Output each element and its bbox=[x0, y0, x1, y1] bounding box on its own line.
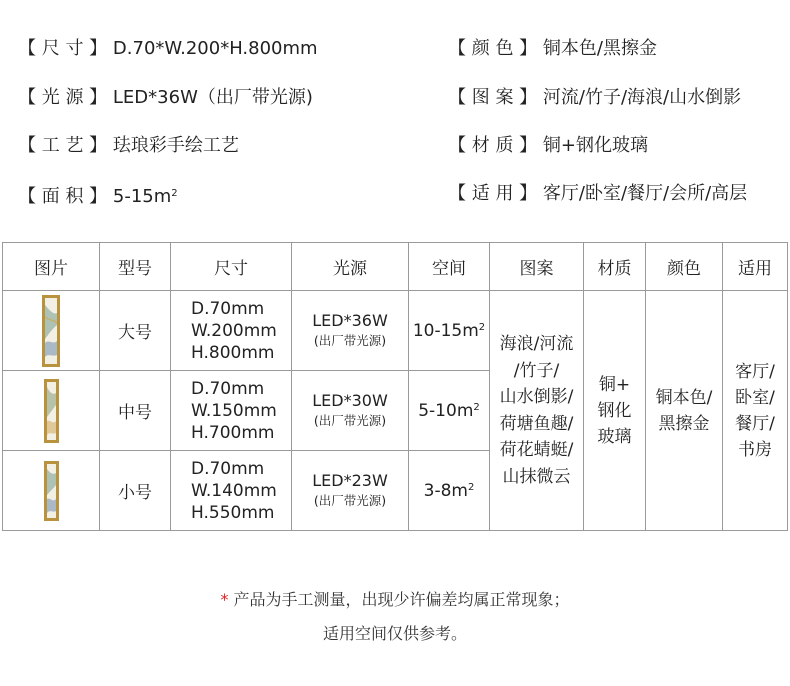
spec-label: 【 图 案 】 bbox=[448, 87, 538, 108]
light-value: LED*30W bbox=[312, 390, 388, 410]
spec-craft bbox=[18, 135, 239, 157]
pattern-cell bbox=[490, 291, 584, 531]
spec-label: 【 材 质 】 bbox=[448, 135, 538, 156]
lamp-image-large bbox=[42, 295, 60, 367]
pattern-line: /竹子/ bbox=[513, 360, 560, 381]
product-image-cell bbox=[3, 371, 100, 451]
spec-size bbox=[18, 38, 318, 60]
spec-usage bbox=[448, 183, 747, 205]
spec-value: LED*36W（出厂带光源) bbox=[112, 87, 313, 108]
usage-cell bbox=[723, 291, 788, 531]
spec-material bbox=[448, 135, 648, 157]
model-cell: 小号 bbox=[100, 451, 171, 531]
header-area: 空间 bbox=[409, 243, 490, 291]
footnote-line-1 bbox=[0, 587, 790, 610]
area-cell bbox=[409, 291, 490, 371]
spec-color bbox=[448, 38, 657, 60]
spec-value: 5-15m bbox=[112, 186, 172, 207]
asterisk: * bbox=[220, 590, 229, 609]
header-pattern: 图案 bbox=[490, 243, 584, 291]
spec-label: 【 适 用 】 bbox=[448, 183, 538, 204]
footnote-text-2: 适用空间仅供参考。 bbox=[322, 624, 467, 643]
spec-value: 客厅/卧室/餐厅/会所/高层 bbox=[542, 183, 748, 204]
model-cell: 大号 bbox=[100, 291, 171, 371]
usage-line: 客厅/ bbox=[735, 361, 775, 382]
size-line: W.200mm bbox=[191, 320, 277, 341]
header-image: 图片 bbox=[3, 243, 100, 291]
material-line: 铜+ bbox=[598, 374, 631, 395]
spec-value: D.70*W.200*H.800mm bbox=[112, 38, 318, 59]
light-note: (出厂带光源) bbox=[313, 412, 387, 428]
material-line: 玻璃 bbox=[597, 426, 632, 447]
footnote-line-2 bbox=[0, 621, 790, 644]
spec-light bbox=[18, 87, 313, 109]
footnote-text-1: 产品为手工测量，出现少许偏差均属正常现象； bbox=[228, 590, 570, 609]
size-cell bbox=[171, 451, 292, 531]
spec-value: 珐琅彩手绘工艺 bbox=[112, 135, 239, 156]
product-image-cell bbox=[3, 451, 100, 531]
size-line: D.70mm bbox=[191, 298, 265, 319]
light-value: LED*23W bbox=[312, 470, 388, 490]
spec-label: 【 面 积 】 bbox=[18, 186, 108, 207]
pattern-line: 荷花蜻蜓/ bbox=[499, 440, 574, 460]
light-note: (出厂带光源) bbox=[313, 492, 387, 508]
light-cell bbox=[292, 371, 409, 451]
spec-table bbox=[2, 242, 788, 531]
spec-label: 【 工 艺 】 bbox=[18, 135, 108, 156]
spec-area-sup: 2 bbox=[171, 188, 178, 199]
size-line: H.800mm bbox=[191, 342, 275, 363]
size-line: D.70mm bbox=[191, 458, 265, 479]
usage-line: 卧室/ bbox=[735, 387, 775, 408]
color-line: 黑擦金 bbox=[658, 413, 710, 434]
spec-value: 河流/竹子/海浪/山水倒影 bbox=[542, 87, 742, 108]
lamp-image-small bbox=[44, 461, 59, 521]
header-model: 型号 bbox=[100, 243, 171, 291]
size-cell bbox=[171, 291, 292, 371]
area-cell bbox=[409, 451, 490, 531]
area-value: 10-15m bbox=[412, 320, 479, 341]
header-usage: 适用 bbox=[723, 243, 788, 291]
spec-label: 【 尺 寸 】 bbox=[18, 38, 108, 59]
model-cell: 中号 bbox=[100, 371, 171, 451]
area-sup: 2 bbox=[473, 401, 480, 413]
spec-area bbox=[18, 183, 178, 208]
pattern-line: 山抹微云 bbox=[502, 466, 571, 487]
header-size: 尺寸 bbox=[171, 243, 292, 291]
light-cell bbox=[292, 291, 409, 371]
material-line: 钢化 bbox=[597, 400, 632, 421]
area-sup: 2 bbox=[467, 481, 475, 493]
header-material: 材质 bbox=[584, 243, 646, 291]
size-line: W.140mm bbox=[191, 480, 277, 501]
lamp-image-medium bbox=[44, 379, 59, 443]
table-row bbox=[3, 291, 788, 371]
color-cell bbox=[646, 291, 723, 531]
size-line: H.550mm bbox=[191, 502, 275, 523]
product-image-cell bbox=[3, 291, 100, 371]
header-color: 颜色 bbox=[646, 243, 723, 291]
size-line: H.700mm bbox=[191, 422, 275, 443]
usage-line: 餐厅/ bbox=[735, 413, 775, 434]
spec-value: 铜+钢化玻璃 bbox=[542, 135, 648, 156]
area-sup: 2 bbox=[478, 321, 486, 333]
material-cell bbox=[584, 291, 646, 531]
area-value: 3-8m bbox=[423, 480, 468, 501]
light-note: (出厂带光源) bbox=[313, 332, 387, 348]
area-cell bbox=[409, 371, 490, 451]
size-line: W.150mm bbox=[191, 400, 277, 421]
usage-line: 书房 bbox=[738, 439, 772, 460]
header-light: 光源 bbox=[292, 243, 409, 291]
light-cell bbox=[292, 451, 409, 531]
pattern-line: 海浪/河流 bbox=[499, 334, 574, 354]
spec-value: 铜本色/黑擦金 bbox=[542, 38, 657, 59]
spec-label: 【 颜 色 】 bbox=[448, 38, 538, 59]
pattern-line: 山水倒影/ bbox=[499, 387, 574, 407]
spec-pattern bbox=[448, 87, 741, 109]
size-line: D.70mm bbox=[191, 378, 265, 399]
size-cell bbox=[171, 371, 292, 451]
table-header-row bbox=[3, 243, 788, 291]
spec-label: 【 光 源 】 bbox=[18, 87, 108, 108]
pattern-line: 荷塘鱼趣/ bbox=[499, 413, 574, 434]
color-line: 铜本色/ bbox=[655, 387, 713, 408]
light-value: LED*36W bbox=[312, 310, 388, 330]
area-value: 5-10m bbox=[418, 400, 474, 421]
